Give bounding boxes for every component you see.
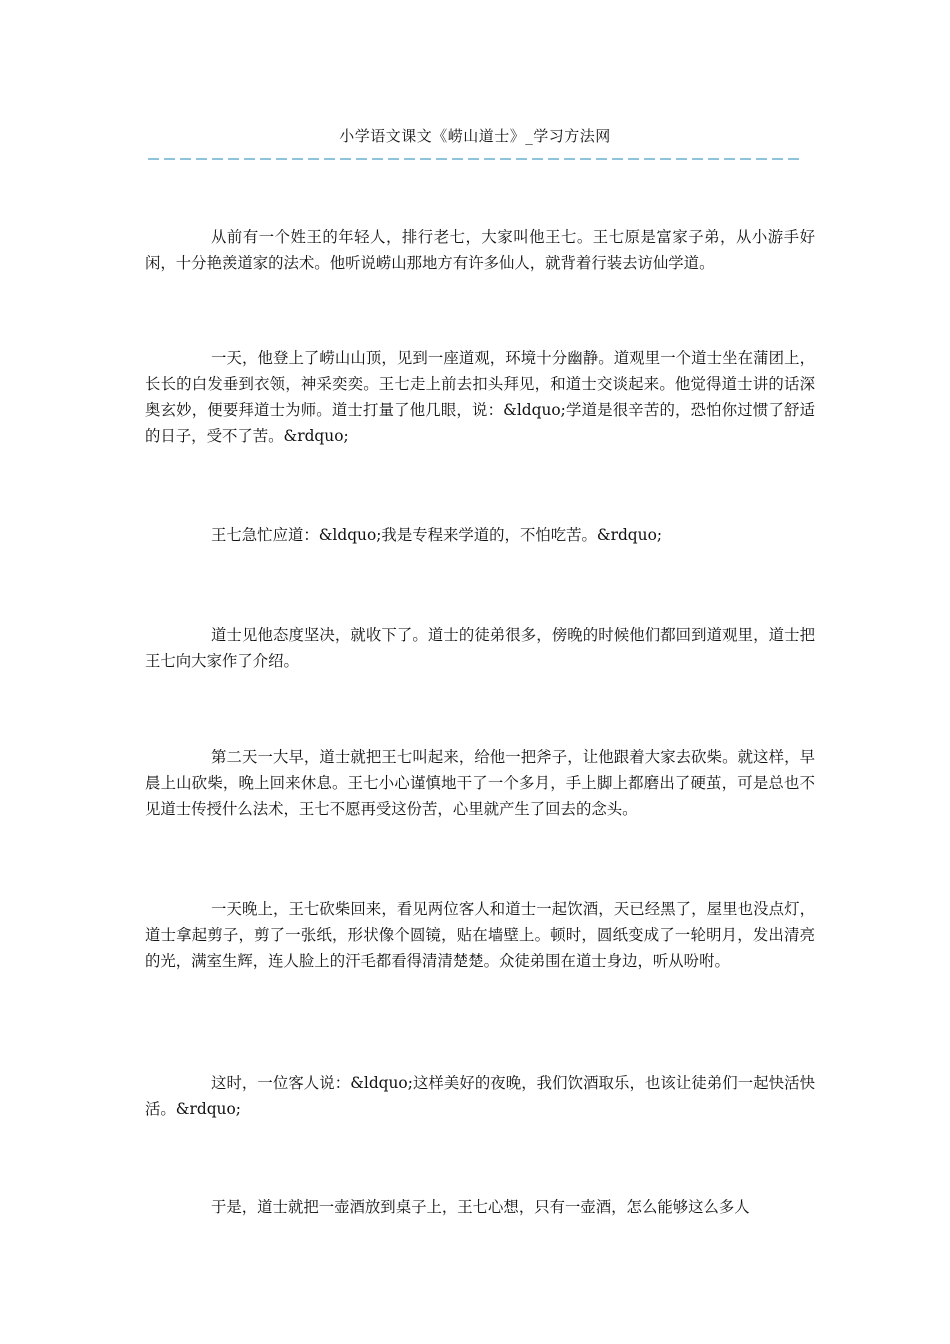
title-divider (148, 158, 802, 160)
paragraph-3: 王七急忙应道：&ldquo;我是专程来学道的，不怕吃苦。&rdquo; (211, 526, 663, 544)
paragraph-2: 一天，他登上了崂山山顶，见到一座道观，环境十分幽静。道观里一个道士坐在蒲团上，长长的白发垂到衣领，神采奕奕。王七走上前去扣头拜见，和道士交谈起来。他觉得道士讲的话深奥玄妙，便要拜道士为师。道士打量了他几眼，说：&ldquo;学道是很辛苦的，恐怕你过惯了舒适的日子，受不了苦。&rdquo; (145, 349, 815, 445)
paragraph-4: 道士见他态度坚决，就收下了。道士的徒弟很多，傍晚的时候他们都回到道观里，道士把王七向大家作了介绍。 (145, 626, 815, 670)
paragraph-5: 第二天一大早，道士就把王七叫起来，给他一把斧子，让他跟着大家去砍柴。就这样，早晨上山砍柴，晚上回来休息。王七小心谨慎地干了一个多月，手上脚上都磨出了硬茧，可是总也不见道士传授什么法术，王七不愿再受这份苦，心里就产生了回去的念头。 (145, 748, 815, 818)
paragraph-6: 一天晚上，王七砍柴回来，看见两位客人和道士一起饮酒，天已经黑了，屋里也没点灯，道士拿起剪子，剪了一张纸，形状像个圆镜，贴在墙壁上。顿时，圆纸变成了一轮明月，发出清亮的光，满室生辉，连人脸上的汗毛都看得清清楚楚。众徒弟围在道士身边，听从吩咐。 (145, 900, 815, 970)
document-title: 小学语文课文《崂山道士》_学习方法网 (339, 127, 611, 145)
paragraph-1: 从前有一个姓王的年轻人，排行老七，大家叫他王七。王七原是富家子弟，从小游手好闲，十分艳羡道家的法术。他听说崂山那地方有许多仙人，就背着行装去访仙学道。 (145, 228, 815, 272)
paragraph-8: 于是，道士就把一壶酒放到桌子上，王七心想，只有一壶酒，怎么能够这么多人 (211, 1198, 750, 1216)
paragraph-7: 这时，一位客人说：&ldquo;这样美好的夜晚，我们饮酒取乐，也该让徒弟们一起快活快活。&rdquo; (145, 1074, 815, 1118)
